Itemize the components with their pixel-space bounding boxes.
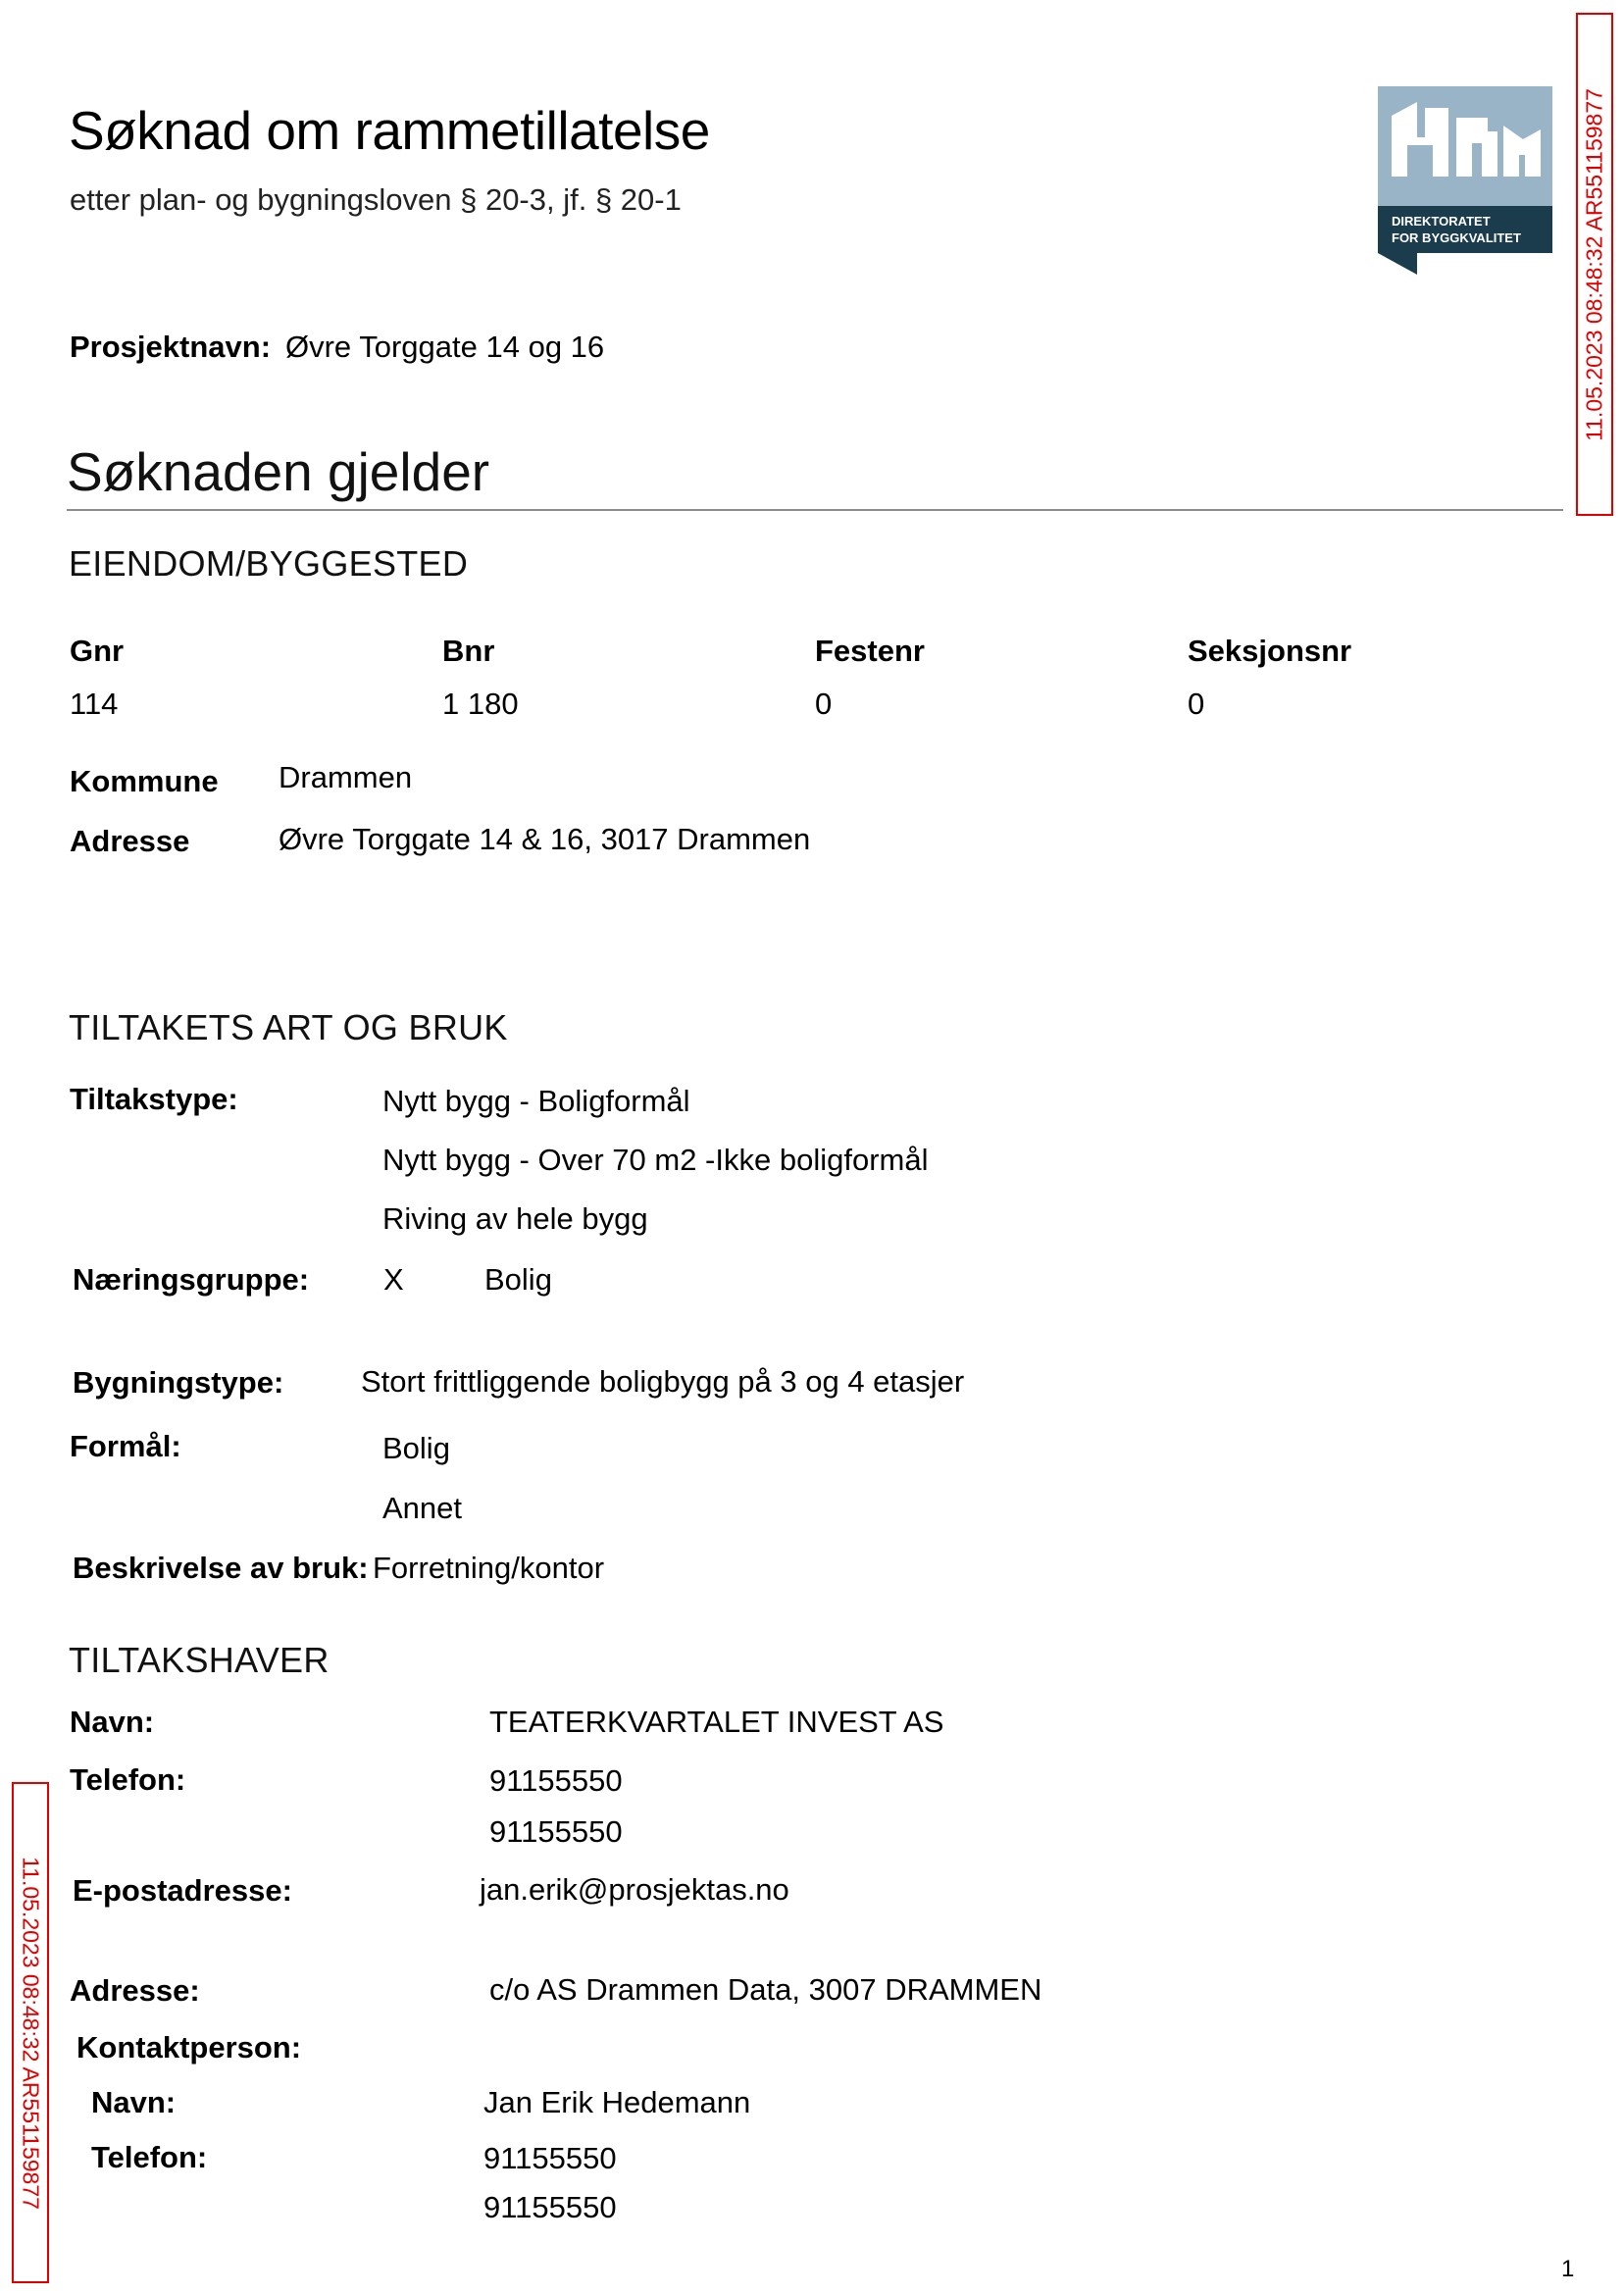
tiltakstype-item: Nytt bygg - Over 70 m2 -Ikke boligformål — [382, 1143, 929, 1177]
tiltakshaver-telefon-label: Telefon: — [70, 1762, 186, 1797]
tiltakshaver-navn-label: Navn: — [70, 1705, 155, 1739]
kontakt-telefon-label: Telefon: — [91, 2140, 208, 2174]
logo-text-line1: DIREKTORATET — [1392, 214, 1491, 229]
project-value: Øvre Torggate 14 og 16 — [285, 330, 605, 364]
formal-item: Bolig — [382, 1431, 450, 1465]
document-title: Søknad om rammetillatelse — [69, 100, 710, 161]
kommune-value: Drammen — [279, 760, 413, 794]
naeringsgruppe-code: X — [383, 1262, 404, 1297]
tiltakshaver-heading: TILTAKSHAVER — [69, 1640, 330, 1680]
page-number: 1 — [1561, 2256, 1575, 2282]
naeringsgruppe-value: Bolig — [484, 1262, 552, 1297]
seksjonsnr-label: Seksjonsnr — [1188, 634, 1352, 668]
tiltakshaver-adresse-value: c/o AS Drammen Data, 3007 DRAMMEN — [489, 1972, 1042, 2007]
formal-label: Formål: — [70, 1429, 181, 1463]
epost-label: E-postadresse: — [73, 1873, 292, 1908]
dibk-logo — [1378, 86, 1552, 275]
timestamp-stamp-bottom — [12, 1782, 49, 2283]
tiltakstype-label: Tiltakstype: — [70, 1082, 238, 1116]
kontakt-navn-label: Navn: — [91, 2085, 177, 2119]
tiltakshaver-telefon-value: 91155550 — [489, 1763, 623, 1798]
bnr-value: 1 180 — [442, 687, 519, 721]
epost-value: jan.erik@prosjektas.no — [480, 1872, 789, 1907]
tiltakstype-item: Nytt bygg - Boligformål — [382, 1084, 690, 1118]
naeringsgruppe-label: Næringsgruppe: — [73, 1262, 310, 1297]
tiltakshaver-adresse-label: Adresse: — [70, 1973, 200, 2008]
kommune-label: Kommune — [70, 764, 219, 798]
tiltakshaver-navn-value: TEATERKVARTALET INVEST AS — [489, 1705, 944, 1739]
festenr-value: 0 — [815, 687, 833, 721]
formal-item: Annet — [382, 1491, 463, 1525]
gnr-label: Gnr — [70, 634, 125, 668]
beskrivelse-label: Beskrivelse av bruk: — [73, 1551, 369, 1585]
kontakt-navn-value: Jan Erik Hedemann — [483, 2085, 751, 2119]
seksjonsnr-value: 0 — [1188, 687, 1205, 721]
dibk-logo-graphic — [1378, 86, 1552, 275]
logo-text-line2: FOR BYGGKVALITET — [1392, 230, 1521, 245]
section-title: Søknaden gjelder — [67, 441, 490, 502]
project-label: Prosjektnavn: — [70, 330, 272, 364]
bygningstype-label: Bygningstype: — [73, 1365, 284, 1400]
tiltakstype-item: Riving av hele bygg — [382, 1201, 648, 1236]
festenr-label: Festenr — [815, 634, 925, 668]
stamp-text: 11.05.2023 08:48:32 AR551159877 — [18, 1856, 44, 2210]
kontakt-telefon-value: 91155550 — [483, 2190, 617, 2224]
kontakt-telefon-value: 91155550 — [483, 2141, 617, 2175]
tiltakshaver-telefon-value: 91155550 — [489, 1814, 623, 1849]
stamp-text: 11.05.2023 08:48:32 AR551159877 — [1581, 87, 1607, 441]
bnr-label: Bnr — [442, 634, 495, 668]
tiltak-heading: TILTAKETS ART OG BRUK — [69, 1007, 508, 1047]
section-divider — [67, 509, 1563, 511]
beskrivelse-value: Forretning/kontor — [373, 1551, 605, 1585]
kontaktperson-label: Kontaktperson: — [76, 2030, 302, 2065]
adresse-label: Adresse — [70, 824, 190, 858]
bygningstype-value: Stort frittliggende boligbygg på 3 og 4 etasjer — [361, 1364, 965, 1399]
document-subtitle: etter plan- og bygningsloven § 20-3, jf. § 20-1 — [70, 182, 682, 217]
property-heading: EIENDOM/BYGGESTED — [69, 543, 469, 584]
adresse-value: Øvre Torggate 14 & 16, 3017 Drammen — [279, 822, 811, 856]
timestamp-stamp-top — [1576, 13, 1613, 516]
gnr-value: 114 — [70, 687, 119, 721]
